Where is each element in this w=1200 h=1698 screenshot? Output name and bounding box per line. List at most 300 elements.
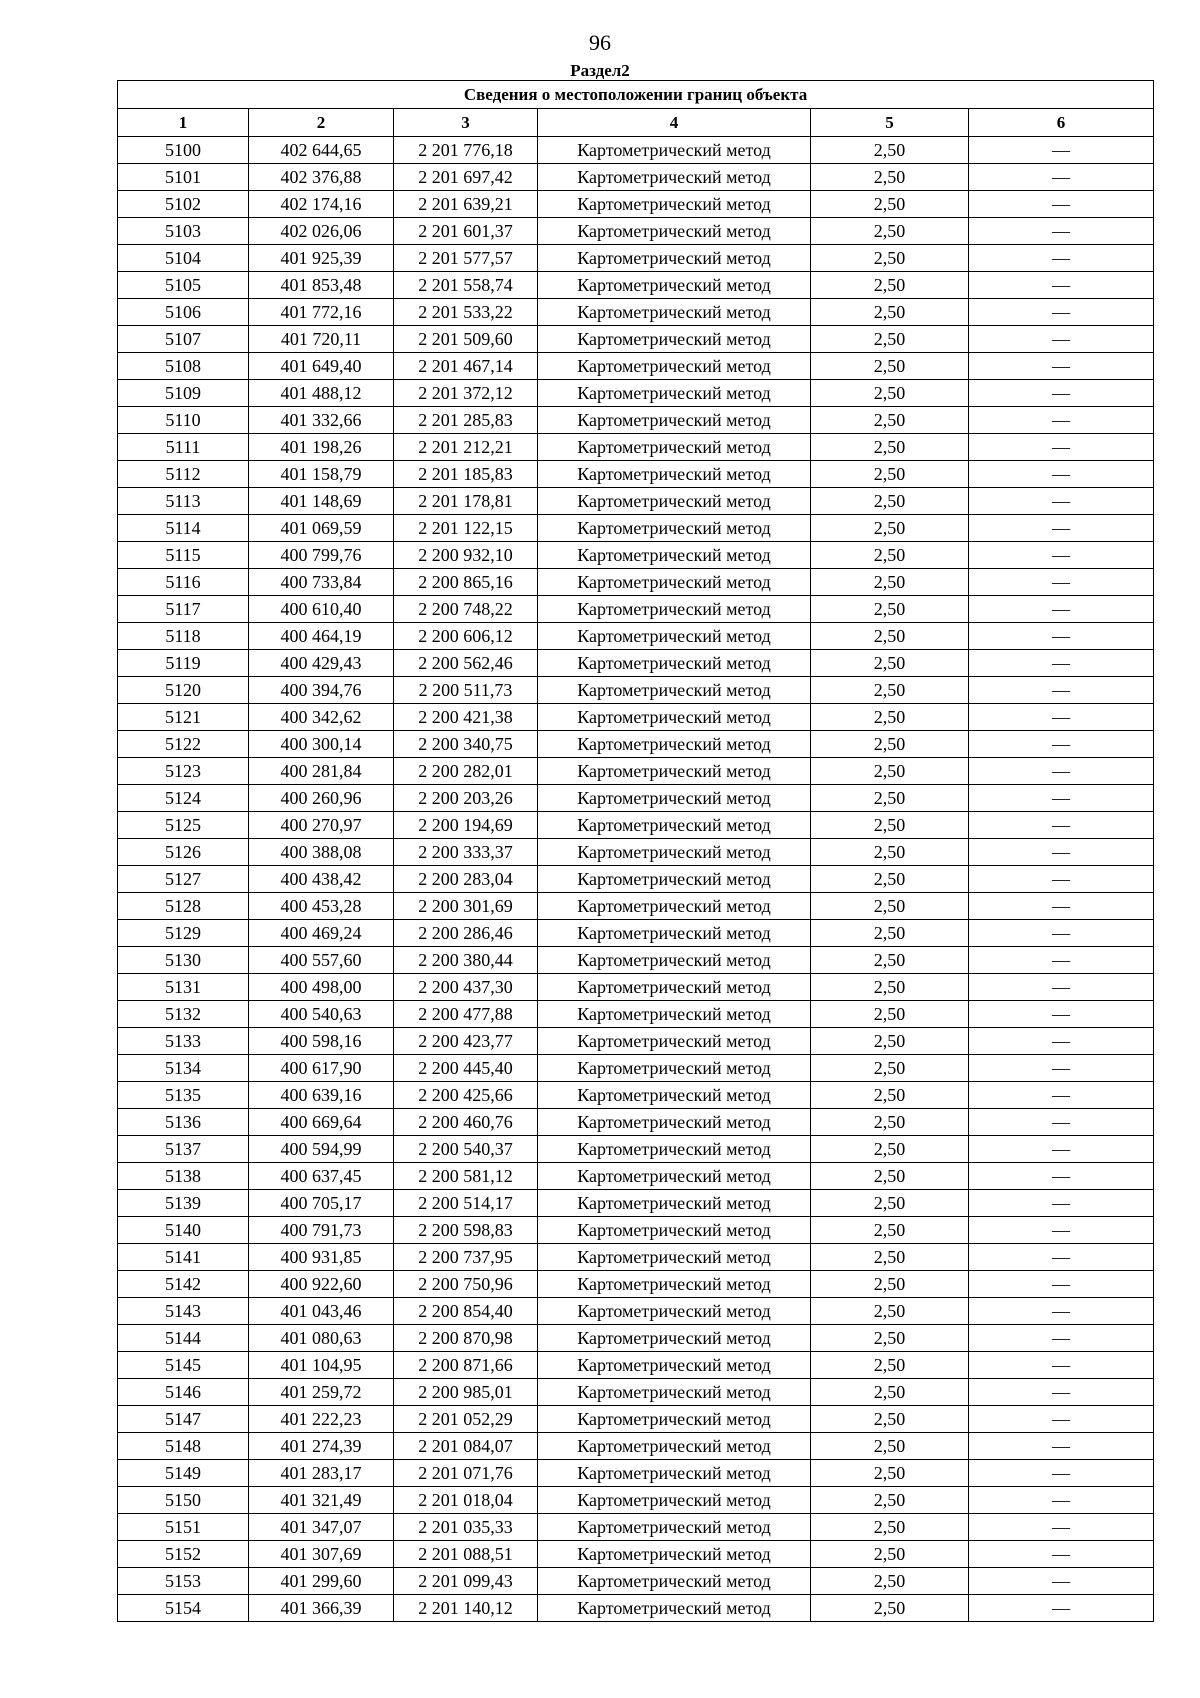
- point-number-cell: 5153: [118, 1568, 249, 1595]
- table-row: [118, 839, 1154, 866]
- description-cell: —: [969, 515, 1154, 542]
- x-coordinate-cell: 400 557,60: [249, 947, 394, 974]
- description-cell: —: [969, 974, 1154, 1001]
- point-number-cell: 5138: [118, 1163, 249, 1190]
- point-number-cell: 5149: [118, 1460, 249, 1487]
- method-cell: Картометрический метод: [538, 1217, 811, 1244]
- description-cell: —: [969, 1541, 1154, 1568]
- x-coordinate-cell: 401 488,12: [249, 380, 394, 407]
- y-coordinate-cell: 2 200 606,12: [394, 623, 538, 650]
- accuracy-cell: 2,50: [811, 1244, 969, 1271]
- method-cell: Картометрический метод: [538, 1352, 811, 1379]
- description-cell: —: [969, 1163, 1154, 1190]
- description-cell: —: [969, 785, 1154, 812]
- point-number-cell: 5107: [118, 326, 249, 353]
- table-row: [118, 380, 1154, 407]
- y-coordinate-cell: 2 200 203,26: [394, 785, 538, 812]
- accuracy-cell: 2,50: [811, 1190, 969, 1217]
- accuracy-cell: 2,50: [811, 407, 969, 434]
- x-coordinate-cell: 401 649,40: [249, 353, 394, 380]
- accuracy-cell: 2,50: [811, 1352, 969, 1379]
- y-coordinate-cell: 2 200 562,46: [394, 650, 538, 677]
- accuracy-cell: 2,50: [811, 461, 969, 488]
- method-cell: Картометрический метод: [538, 677, 811, 704]
- method-cell: Картометрический метод: [538, 704, 811, 731]
- x-coordinate-cell: 400 438,42: [249, 866, 394, 893]
- accuracy-cell: 2,50: [811, 1379, 969, 1406]
- description-cell: —: [969, 1460, 1154, 1487]
- x-coordinate-cell: 401 198,26: [249, 434, 394, 461]
- method-cell: Картометрический метод: [538, 461, 811, 488]
- point-number-cell: 5139: [118, 1190, 249, 1217]
- table-row: [118, 1271, 1154, 1298]
- y-coordinate-cell: 2 200 380,44: [394, 947, 538, 974]
- page-number: 96: [589, 30, 611, 55]
- accuracy-cell: 2,50: [811, 1406, 969, 1433]
- section-label: Раздел2: [570, 61, 630, 80]
- method-cell: Картометрический метод: [538, 488, 811, 515]
- table-row: [118, 272, 1154, 299]
- description-cell: —: [969, 1244, 1154, 1271]
- y-coordinate-cell: 2 200 932,10: [394, 542, 538, 569]
- description-cell: —: [969, 758, 1154, 785]
- x-coordinate-cell: 401 148,69: [249, 488, 394, 515]
- description-cell: —: [969, 191, 1154, 218]
- accuracy-cell: 2,50: [811, 920, 969, 947]
- x-coordinate-cell: 400 617,90: [249, 1055, 394, 1082]
- accuracy-cell: 2,50: [811, 515, 969, 542]
- method-cell: Картометрический метод: [538, 785, 811, 812]
- y-coordinate-cell: 2 201 558,74: [394, 272, 538, 299]
- x-coordinate-cell: 400 453,28: [249, 893, 394, 920]
- table-row: [118, 353, 1154, 380]
- table-row: [118, 1055, 1154, 1082]
- y-coordinate-cell: 2 201 697,42: [394, 164, 538, 191]
- method-cell: Картометрический метод: [538, 164, 811, 191]
- description-cell: —: [969, 1271, 1154, 1298]
- x-coordinate-cell: 400 922,60: [249, 1271, 394, 1298]
- accuracy-cell: 2,50: [811, 704, 969, 731]
- table-row: [118, 569, 1154, 596]
- accuracy-cell: 2,50: [811, 1541, 969, 1568]
- description-cell: —: [969, 407, 1154, 434]
- table-row: [118, 488, 1154, 515]
- x-coordinate-cell: 400 639,16: [249, 1082, 394, 1109]
- y-coordinate-cell: 2 200 598,83: [394, 1217, 538, 1244]
- x-coordinate-cell: 401 366,39: [249, 1595, 394, 1622]
- x-coordinate-cell: 401 853,48: [249, 272, 394, 299]
- y-coordinate-cell: 2 200 283,04: [394, 866, 538, 893]
- description-cell: —: [969, 947, 1154, 974]
- description-cell: —: [969, 1352, 1154, 1379]
- description-cell: —: [969, 812, 1154, 839]
- table-row: [118, 785, 1154, 812]
- description-cell: —: [969, 272, 1154, 299]
- table-row: [118, 1028, 1154, 1055]
- y-coordinate-cell: 2 200 477,88: [394, 1001, 538, 1028]
- point-number-cell: 5143: [118, 1298, 249, 1325]
- x-coordinate-cell: 400 637,45: [249, 1163, 394, 1190]
- y-coordinate-cell: 2 201 140,12: [394, 1595, 538, 1622]
- y-coordinate-cell: 2 200 985,01: [394, 1379, 538, 1406]
- y-coordinate-cell: 2 200 194,69: [394, 812, 538, 839]
- point-number-cell: 5121: [118, 704, 249, 731]
- point-number-cell: 5124: [118, 785, 249, 812]
- accuracy-cell: 2,50: [811, 785, 969, 812]
- table-row: [118, 1109, 1154, 1136]
- y-coordinate-cell: 2 201 212,21: [394, 434, 538, 461]
- accuracy-cell: 2,50: [811, 569, 969, 596]
- description-cell: —: [969, 1595, 1154, 1622]
- x-coordinate-cell: 401 158,79: [249, 461, 394, 488]
- point-number-cell: 5144: [118, 1325, 249, 1352]
- description-cell: —: [969, 1136, 1154, 1163]
- y-coordinate-cell: 2 201 071,76: [394, 1460, 538, 1487]
- method-cell: Картометрический метод: [538, 542, 811, 569]
- column-header: 6: [969, 109, 1154, 137]
- accuracy-cell: 2,50: [811, 1487, 969, 1514]
- y-coordinate-cell: 2 201 052,29: [394, 1406, 538, 1433]
- table-row: [118, 1298, 1154, 1325]
- table-row: [118, 461, 1154, 488]
- x-coordinate-cell: 400 791,73: [249, 1217, 394, 1244]
- y-coordinate-cell: 2 200 854,40: [394, 1298, 538, 1325]
- method-cell: Картометрический метод: [538, 1568, 811, 1595]
- description-cell: —: [969, 461, 1154, 488]
- y-coordinate-cell: 2 201 776,18: [394, 137, 538, 164]
- point-number-cell: 5132: [118, 1001, 249, 1028]
- method-cell: Картометрический метод: [538, 137, 811, 164]
- method-cell: Картометрический метод: [538, 623, 811, 650]
- point-number-cell: 5140: [118, 1217, 249, 1244]
- method-cell: Картометрический метод: [538, 1325, 811, 1352]
- x-coordinate-cell: 400 598,16: [249, 1028, 394, 1055]
- table-row: [118, 326, 1154, 353]
- method-cell: Картометрический метод: [538, 974, 811, 1001]
- point-number-cell: 5115: [118, 542, 249, 569]
- x-coordinate-cell: 401 772,16: [249, 299, 394, 326]
- method-cell: Картометрический метод: [538, 569, 811, 596]
- table-row: [118, 1163, 1154, 1190]
- x-coordinate-cell: 401 069,59: [249, 515, 394, 542]
- point-number-cell: 5142: [118, 1271, 249, 1298]
- method-cell: Картометрический метод: [538, 947, 811, 974]
- x-coordinate-cell: 402 644,65: [249, 137, 394, 164]
- description-cell: —: [969, 353, 1154, 380]
- y-coordinate-cell: 2 201 178,81: [394, 488, 538, 515]
- accuracy-cell: 2,50: [811, 893, 969, 920]
- point-number-cell: 5118: [118, 623, 249, 650]
- x-coordinate-cell: 401 299,60: [249, 1568, 394, 1595]
- description-cell: —: [969, 1433, 1154, 1460]
- method-cell: Картометрический метод: [538, 1541, 811, 1568]
- table-row: [118, 812, 1154, 839]
- table-body: [118, 137, 1154, 1622]
- description-cell: —: [969, 434, 1154, 461]
- y-coordinate-cell: 2 201 035,33: [394, 1514, 538, 1541]
- point-number-cell: 5108: [118, 353, 249, 380]
- method-cell: Картометрический метод: [538, 1001, 811, 1028]
- method-cell: Картометрический метод: [538, 1433, 811, 1460]
- accuracy-cell: 2,50: [811, 947, 969, 974]
- x-coordinate-cell: 400 733,84: [249, 569, 394, 596]
- point-number-cell: 5105: [118, 272, 249, 299]
- accuracy-cell: 2,50: [811, 1568, 969, 1595]
- accuracy-cell: 2,50: [811, 650, 969, 677]
- x-coordinate-cell: 401 222,23: [249, 1406, 394, 1433]
- accuracy-cell: 2,50: [811, 1136, 969, 1163]
- point-number-cell: 5113: [118, 488, 249, 515]
- method-cell: Картометрический метод: [538, 1190, 811, 1217]
- description-cell: —: [969, 542, 1154, 569]
- x-coordinate-cell: 401 720,11: [249, 326, 394, 353]
- y-coordinate-cell: 2 201 285,83: [394, 407, 538, 434]
- description-cell: —: [969, 1325, 1154, 1352]
- x-coordinate-cell: 402 026,06: [249, 218, 394, 245]
- table-row: [118, 542, 1154, 569]
- x-coordinate-cell: 401 283,17: [249, 1460, 394, 1487]
- method-cell: Картометрический метод: [538, 1271, 811, 1298]
- method-cell: Картометрический метод: [538, 1595, 811, 1622]
- method-cell: Картометрический метод: [538, 596, 811, 623]
- accuracy-cell: 2,50: [811, 1271, 969, 1298]
- description-cell: —: [969, 650, 1154, 677]
- method-cell: Картометрический метод: [538, 893, 811, 920]
- y-coordinate-cell: 2 201 372,12: [394, 380, 538, 407]
- x-coordinate-cell: 400 270,97: [249, 812, 394, 839]
- table-row: [118, 1487, 1154, 1514]
- method-cell: Картометрический метод: [538, 1055, 811, 1082]
- x-coordinate-cell: 400 469,24: [249, 920, 394, 947]
- table-row: [118, 191, 1154, 218]
- x-coordinate-cell: 400 799,76: [249, 542, 394, 569]
- accuracy-cell: 2,50: [811, 191, 969, 218]
- point-number-cell: 5102: [118, 191, 249, 218]
- x-coordinate-cell: 401 347,07: [249, 1514, 394, 1541]
- point-number-cell: 5150: [118, 1487, 249, 1514]
- y-coordinate-cell: 2 200 581,12: [394, 1163, 538, 1190]
- table-row: [118, 137, 1154, 164]
- method-cell: Картометрический метод: [538, 515, 811, 542]
- accuracy-cell: 2,50: [811, 218, 969, 245]
- point-number-cell: 5111: [118, 434, 249, 461]
- x-coordinate-cell: 401 321,49: [249, 1487, 394, 1514]
- point-number-cell: 5141: [118, 1244, 249, 1271]
- y-coordinate-cell: 2 201 018,04: [394, 1487, 538, 1514]
- table-row: [118, 164, 1154, 191]
- accuracy-cell: 2,50: [811, 272, 969, 299]
- y-coordinate-cell: 2 200 511,73: [394, 677, 538, 704]
- point-number-cell: 5148: [118, 1433, 249, 1460]
- x-coordinate-cell: 401 080,63: [249, 1325, 394, 1352]
- y-coordinate-cell: 2 201 509,60: [394, 326, 538, 353]
- method-cell: Картометрический метод: [538, 1460, 811, 1487]
- accuracy-cell: 2,50: [811, 1595, 969, 1622]
- y-coordinate-cell: 2 200 445,40: [394, 1055, 538, 1082]
- table-row: [118, 596, 1154, 623]
- description-cell: —: [969, 164, 1154, 191]
- x-coordinate-cell: 400 931,85: [249, 1244, 394, 1271]
- point-number-cell: 5117: [118, 596, 249, 623]
- y-coordinate-cell: 2 201 122,15: [394, 515, 538, 542]
- boundary-coordinates-table: [117, 80, 1154, 1622]
- y-coordinate-cell: 2 201 639,21: [394, 191, 538, 218]
- accuracy-cell: 2,50: [811, 1514, 969, 1541]
- x-coordinate-cell: 400 594,99: [249, 1136, 394, 1163]
- point-number-cell: 5129: [118, 920, 249, 947]
- description-cell: —: [969, 326, 1154, 353]
- description-cell: —: [969, 569, 1154, 596]
- y-coordinate-cell: 2 200 423,77: [394, 1028, 538, 1055]
- accuracy-cell: 2,50: [811, 1325, 969, 1352]
- table-row: [118, 677, 1154, 704]
- x-coordinate-cell: 400 342,62: [249, 704, 394, 731]
- y-coordinate-cell: 2 200 870,98: [394, 1325, 538, 1352]
- x-coordinate-cell: 400 281,84: [249, 758, 394, 785]
- table-row: [118, 1433, 1154, 1460]
- point-number-cell: 5103: [118, 218, 249, 245]
- y-coordinate-cell: 2 200 871,66: [394, 1352, 538, 1379]
- point-number-cell: 5104: [118, 245, 249, 272]
- method-cell: Картометрический метод: [538, 326, 811, 353]
- description-cell: —: [969, 839, 1154, 866]
- accuracy-cell: 2,50: [811, 488, 969, 515]
- table-row: [118, 1325, 1154, 1352]
- table-row: [118, 218, 1154, 245]
- description-cell: —: [969, 893, 1154, 920]
- description-cell: —: [969, 380, 1154, 407]
- accuracy-cell: 2,50: [811, 1298, 969, 1325]
- point-number-cell: 5136: [118, 1109, 249, 1136]
- table-row: [118, 650, 1154, 677]
- method-cell: Картометрический метод: [538, 272, 811, 299]
- y-coordinate-cell: 2 200 301,69: [394, 893, 538, 920]
- method-cell: Картометрический метод: [538, 218, 811, 245]
- point-number-cell: 5135: [118, 1082, 249, 1109]
- x-coordinate-cell: 400 394,76: [249, 677, 394, 704]
- point-number-cell: 5145: [118, 1352, 249, 1379]
- x-coordinate-cell: 400 429,43: [249, 650, 394, 677]
- description-cell: —: [969, 1028, 1154, 1055]
- point-number-cell: 5116: [118, 569, 249, 596]
- x-coordinate-cell: 400 610,40: [249, 596, 394, 623]
- method-cell: Картометрический метод: [538, 839, 811, 866]
- accuracy-cell: 2,50: [811, 866, 969, 893]
- description-cell: —: [969, 920, 1154, 947]
- table-row: [118, 1082, 1154, 1109]
- y-coordinate-cell: 2 201 099,43: [394, 1568, 538, 1595]
- method-cell: Картометрический метод: [538, 812, 811, 839]
- y-coordinate-cell: 2 200 540,37: [394, 1136, 538, 1163]
- x-coordinate-cell: 400 705,17: [249, 1190, 394, 1217]
- method-cell: Картометрический метод: [538, 353, 811, 380]
- column-header: 2: [249, 109, 394, 137]
- x-coordinate-cell: 400 260,96: [249, 785, 394, 812]
- description-cell: —: [969, 866, 1154, 893]
- y-coordinate-cell: 2 200 750,96: [394, 1271, 538, 1298]
- y-coordinate-cell: 2 201 088,51: [394, 1541, 538, 1568]
- y-coordinate-cell: 2 201 467,14: [394, 353, 538, 380]
- x-coordinate-cell: 400 498,00: [249, 974, 394, 1001]
- accuracy-cell: 2,50: [811, 1460, 969, 1487]
- method-cell: Картометрический метод: [538, 1298, 811, 1325]
- method-cell: Картометрический метод: [538, 191, 811, 218]
- x-coordinate-cell: 401 043,46: [249, 1298, 394, 1325]
- point-number-cell: 5100: [118, 137, 249, 164]
- table-row: [118, 515, 1154, 542]
- table-row: [118, 893, 1154, 920]
- table-row: [118, 1595, 1154, 1622]
- description-cell: —: [969, 1109, 1154, 1136]
- x-coordinate-cell: 402 174,16: [249, 191, 394, 218]
- y-coordinate-cell: 2 200 748,22: [394, 596, 538, 623]
- description-cell: —: [969, 1190, 1154, 1217]
- x-coordinate-cell: 401 104,95: [249, 1352, 394, 1379]
- table-header: [118, 81, 1154, 137]
- table-row: [118, 974, 1154, 1001]
- description-cell: —: [969, 1487, 1154, 1514]
- description-cell: —: [969, 1568, 1154, 1595]
- x-coordinate-cell: 401 925,39: [249, 245, 394, 272]
- accuracy-cell: 2,50: [811, 1433, 969, 1460]
- point-number-cell: 5146: [118, 1379, 249, 1406]
- method-cell: Картометрический метод: [538, 1028, 811, 1055]
- method-cell: Картометрический метод: [538, 1487, 811, 1514]
- table-row: [118, 704, 1154, 731]
- point-number-cell: 5128: [118, 893, 249, 920]
- description-cell: —: [969, 623, 1154, 650]
- x-coordinate-cell: 400 669,64: [249, 1109, 394, 1136]
- description-cell: —: [969, 1298, 1154, 1325]
- accuracy-cell: 2,50: [811, 839, 969, 866]
- method-cell: Картометрический метод: [538, 1406, 811, 1433]
- table-row: [118, 245, 1154, 272]
- accuracy-cell: 2,50: [811, 731, 969, 758]
- description-cell: —: [969, 1082, 1154, 1109]
- y-coordinate-cell: 2 201 084,07: [394, 1433, 538, 1460]
- accuracy-cell: 2,50: [811, 1055, 969, 1082]
- point-number-cell: 5130: [118, 947, 249, 974]
- table-row: [118, 299, 1154, 326]
- description-cell: —: [969, 1055, 1154, 1082]
- method-cell: Картометрический метод: [538, 731, 811, 758]
- description-cell: —: [969, 1379, 1154, 1406]
- point-number-cell: 5134: [118, 1055, 249, 1082]
- y-coordinate-cell: 2 200 282,01: [394, 758, 538, 785]
- method-cell: Картометрический метод: [538, 866, 811, 893]
- method-cell: Картометрический метод: [538, 1136, 811, 1163]
- accuracy-cell: 2,50: [811, 353, 969, 380]
- table-caption: Сведения о местоположении границ объекта: [118, 81, 1154, 109]
- description-cell: —: [969, 1406, 1154, 1433]
- description-cell: —: [969, 704, 1154, 731]
- table-row: [118, 731, 1154, 758]
- point-number-cell: 5133: [118, 1028, 249, 1055]
- accuracy-cell: 2,50: [811, 1082, 969, 1109]
- point-number-cell: 5147: [118, 1406, 249, 1433]
- y-coordinate-cell: 2 200 286,46: [394, 920, 538, 947]
- y-coordinate-cell: 2 200 333,37: [394, 839, 538, 866]
- table-row: [118, 1217, 1154, 1244]
- description-cell: —: [969, 731, 1154, 758]
- point-number-cell: 5106: [118, 299, 249, 326]
- x-coordinate-cell: 401 307,69: [249, 1541, 394, 1568]
- x-coordinate-cell: 400 300,14: [249, 731, 394, 758]
- x-coordinate-cell: 400 540,63: [249, 1001, 394, 1028]
- accuracy-cell: 2,50: [811, 542, 969, 569]
- accuracy-cell: 2,50: [811, 1163, 969, 1190]
- y-coordinate-cell: 2 200 425,66: [394, 1082, 538, 1109]
